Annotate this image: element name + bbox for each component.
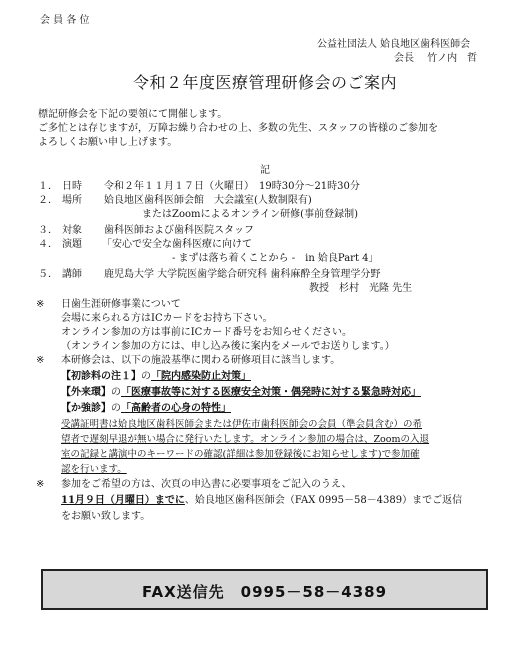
addressee: 会 員 各 位 [40, 15, 90, 26]
item-label: 日時 [62, 181, 82, 192]
document-title: 令和２年度医療管理研修会のご案内 [132, 73, 397, 92]
criteria-family-dentist [61, 402, 231, 415]
item-value: 令和２年１１月１７日（火曜日） 19時30分～21時30分 [104, 181, 360, 192]
item-number: ４． [38, 239, 58, 250]
return-instruction: 、姶良地区歯科医師会（FAX 0995－58－4389）までご返信 [184, 495, 463, 506]
item-value-line-2: - まずは落ち着くことから - in 姶良Part 4」 [172, 253, 379, 264]
criteria-name: 【か強診】 [61, 403, 111, 414]
item-number: ５． [38, 269, 58, 280]
item-number: ２． [38, 195, 58, 206]
note-line: をお願い致します。 [61, 511, 151, 522]
note-title: 日歯生涯研修事業について [61, 299, 181, 310]
criteria-particle: の [111, 387, 121, 398]
criteria-initial-visit [61, 370, 251, 383]
note-mark: ※ [36, 479, 45, 490]
criteria-name: 【外来環】 [61, 387, 111, 398]
item-label: 対象 [62, 225, 82, 236]
deadline: 11月９日（月曜日）までに [61, 495, 185, 506]
item-value-line-2: またはZoomによるオンライン研修(事前登録制) [142, 209, 358, 220]
note-mark: ※ [36, 299, 45, 310]
item-number: ３． [38, 225, 58, 236]
note-line: オンライン参加の方は事前にICカード番号をお知らせください。 [61, 327, 353, 338]
certificate-line-2: 望者で遅刻早退が無い場合に発行いたします。オンライン参加の場合は、Zoomの入退 [61, 434, 430, 445]
item-value: 姶良地区歯科医師会館 大会議室(人数制限有) [104, 195, 312, 206]
organization-name: 公益社団法人 姶良地区歯科医師会 [317, 39, 471, 50]
ki-heading: 記 [260, 165, 270, 176]
deadline-line [61, 494, 462, 507]
item-value: 鹿児島大学 大学院医歯学総合研究科 歯科麻酔全身管理学分野 [104, 269, 381, 280]
criteria-topic: 「院内感染防止対策」 [151, 371, 251, 382]
item-value: 「安心で安全な歯科医療に向けて [102, 239, 252, 250]
criteria-outpatient [61, 386, 421, 399]
note-mark: ※ [36, 355, 45, 366]
item-number: １． [38, 181, 58, 192]
criteria-particle: の [111, 403, 121, 414]
intro-line-2: ご多忙とは存じますが，万障お繰り合わせの上、多数の先生、スタッフの皆様のご参加を [38, 123, 438, 134]
note-title: 本研修会は、以下の施設基準に関わる研修項目に該当します。 [61, 355, 341, 366]
note-line: （オンライン参加の方には、申し込み後に案内をメールでお送りします。） [61, 341, 395, 352]
intro-line-3: よろしくお願い申し上げます。 [38, 137, 178, 148]
criteria-topic: 「医療事故等に対する医療安全対策・偶発時に対する緊急時対応」 [121, 387, 421, 398]
note-line: 会場に来られる方はICカードをお持ち下さい。 [61, 313, 273, 324]
president-name: 会長 竹ノ内 哲 [394, 53, 478, 64]
criteria-topic: 「高齢者の心身の特性」 [121, 403, 231, 414]
criteria-particle: の [141, 371, 151, 382]
certificate-line-4: 認を行います。 [61, 464, 127, 475]
certificate-line-3: 室の記録と講演中のキーワードの確認(詳細は参加登録後にお知らせします)で参加確 [61, 449, 420, 460]
fax-number-box [41, 569, 488, 610]
item-value: 歯科医師および歯科医院スタッフ [104, 225, 254, 236]
criteria-name: 【初診料の注１】 [61, 371, 141, 382]
intro-line-1: 標記研修会を下記の要領にて開催します。 [38, 109, 228, 120]
item-label: 講師 [62, 269, 82, 280]
fax-number: FAX送信先 0995－58－4389 [141, 583, 388, 601]
item-value-line-2: 教授 杉村 光隆 先生 [309, 283, 413, 294]
certificate-line-1: 受講証明書は姶良地区歯科医師会または伊佐市歯科医師会の会員（準会員含む）の希 [61, 419, 423, 430]
item-label: 演題 [62, 239, 82, 250]
note-line: 参加をご希望の方は、次頁の申込書に必要事項をご記入のうえ、 [61, 479, 352, 490]
item-label: 場所 [62, 195, 82, 206]
